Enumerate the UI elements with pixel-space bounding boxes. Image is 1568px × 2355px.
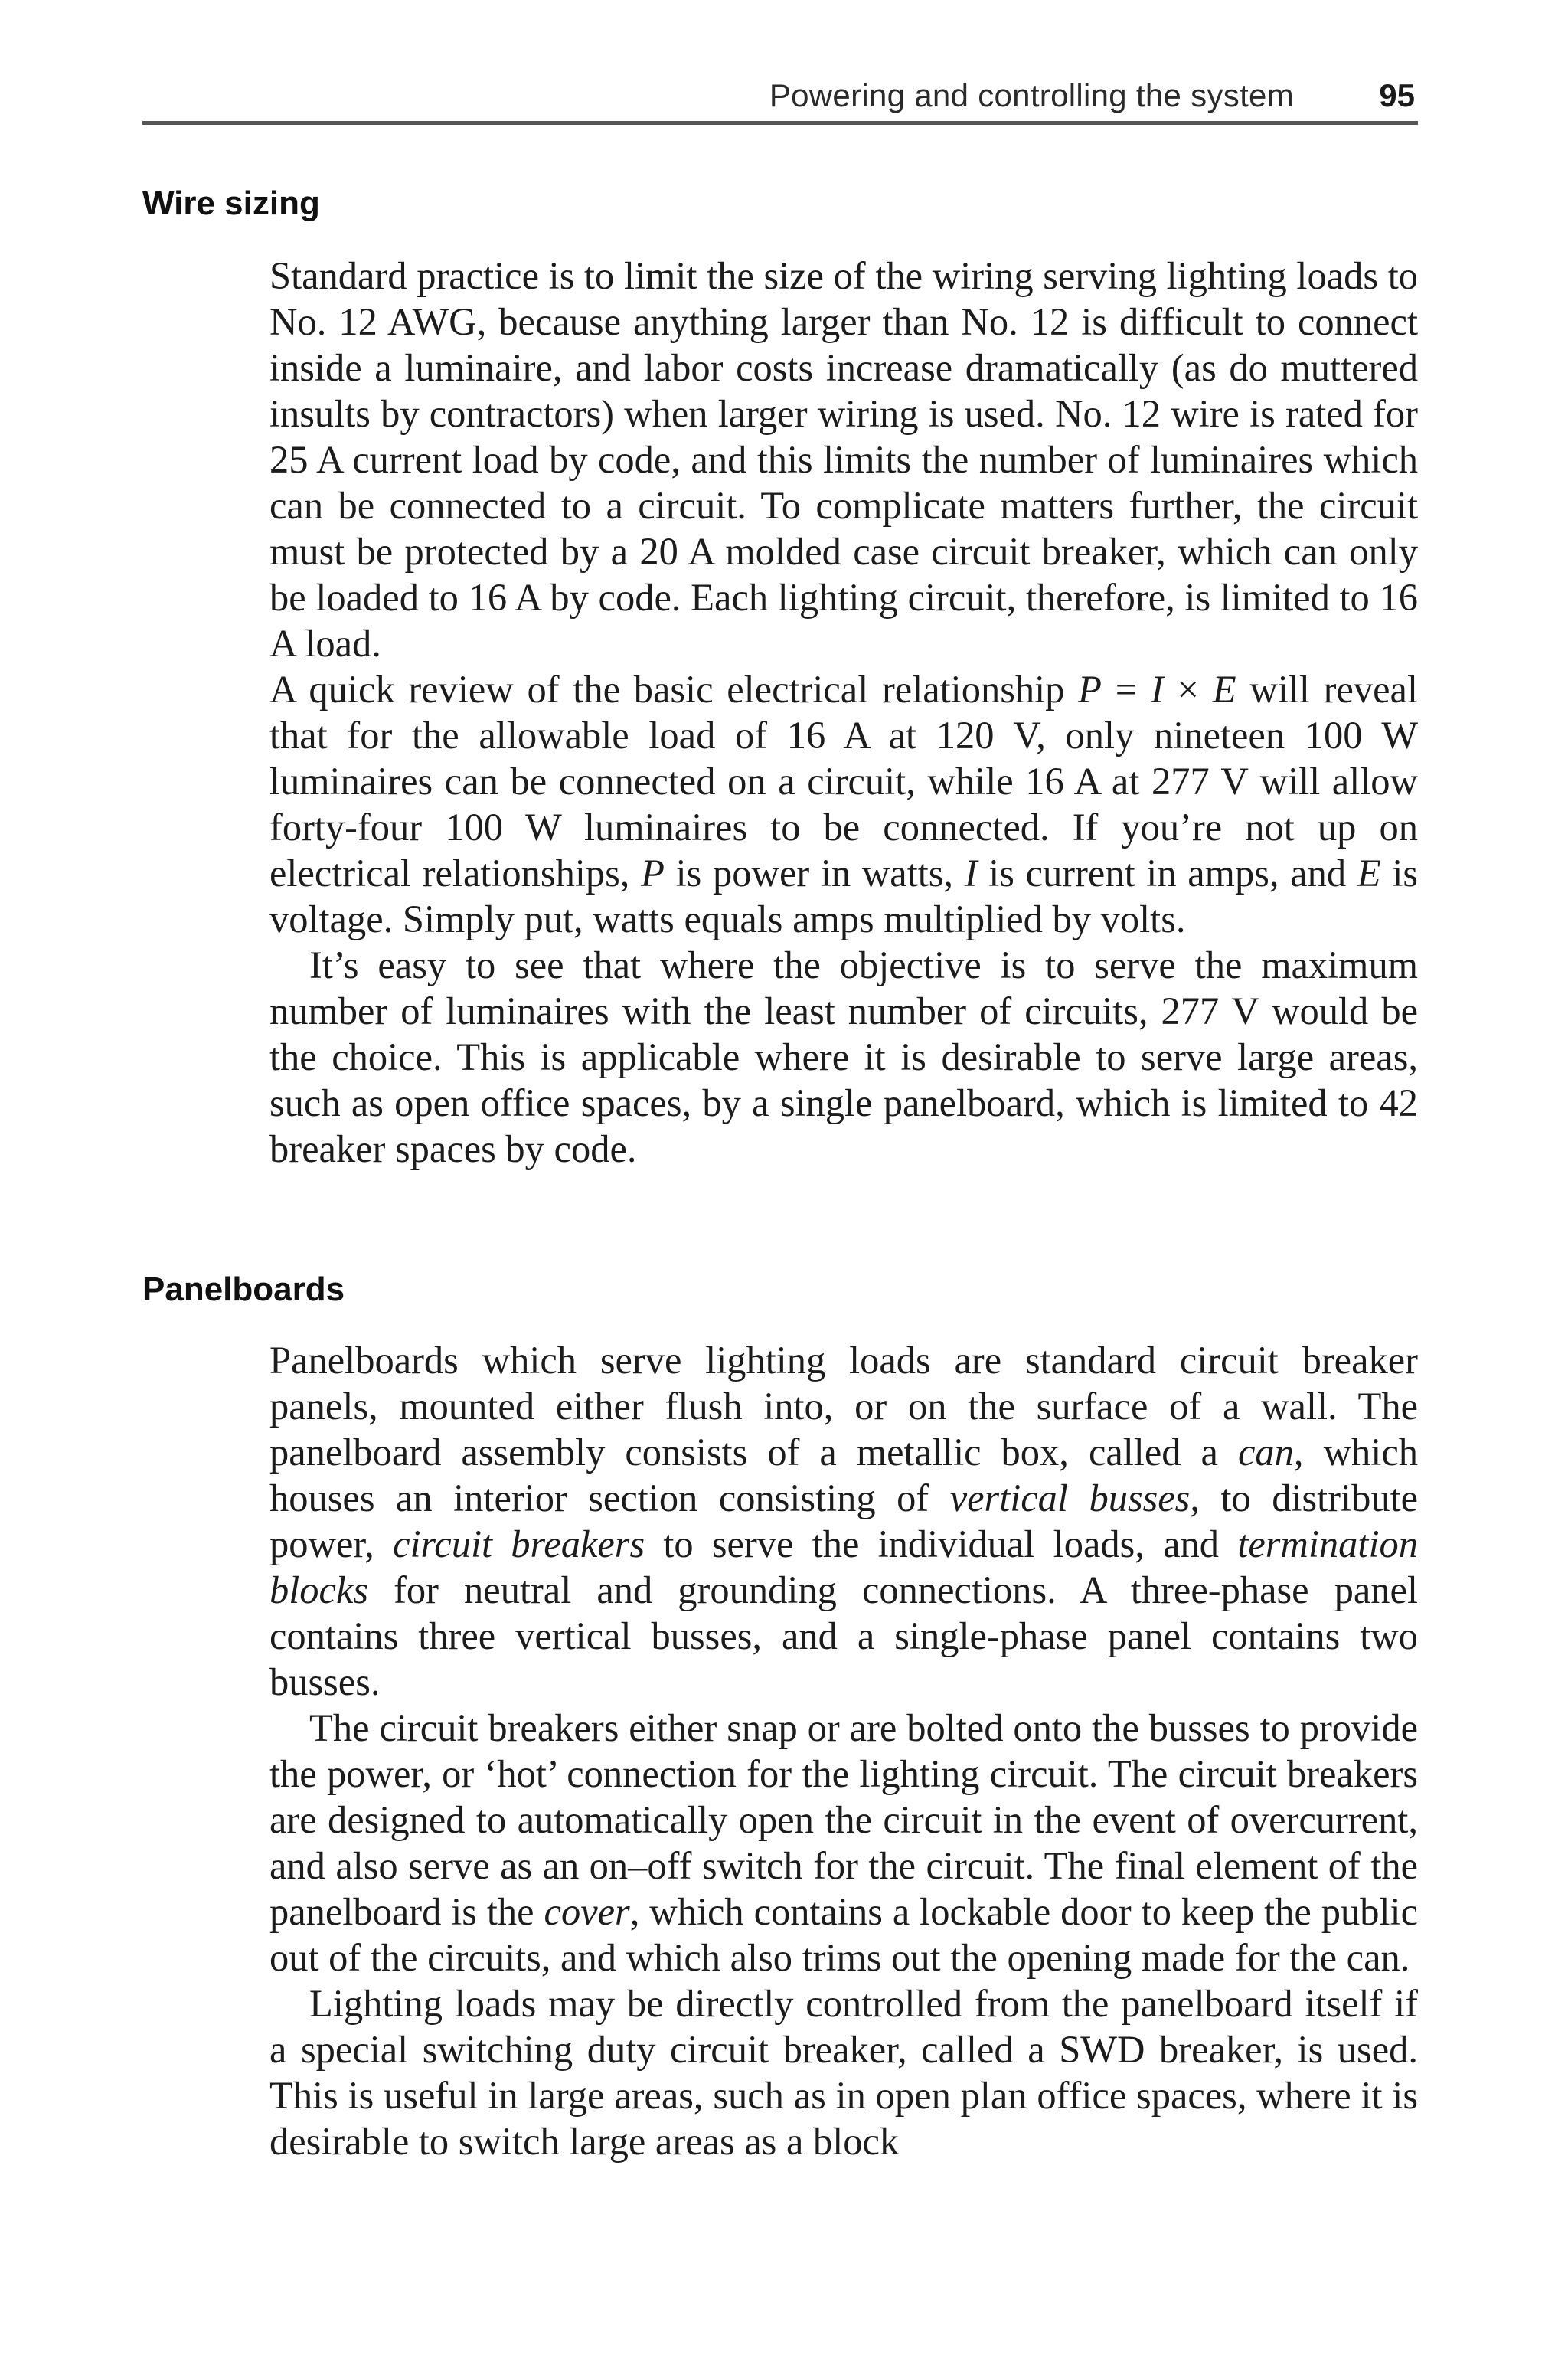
paragraph: A quick review of the basic electrical relationship P = I × E will reveal that for the allowable load of 16 A at 120 V, only nineteen 100 W luminaires can be connected on a circuit, while 16 A at 277 V will allow forty-four 100 W luminaires to be connected. If you’re not up on electrical relationships, P is power in watts, I is current in amps, and E is voltage. Simply put, watts equals amps multiplied by volts. [270, 668, 1419, 940]
running-title: Powering and controlling the system [769, 77, 1294, 113]
running-header [142, 74, 1418, 125]
section-heading-wire-sizing: Wire sizing [142, 185, 320, 222]
paragraph: It’s easy to see that where the objective is to serve the maximum number of luminaires with the least number of circuits, 277 V would be the choice. This is applicable where it is desirable to serve large areas, such as open office spaces, by a single panelboard, which is limited to 42 breaker spaces by code. [270, 944, 1418, 1170]
italic-term: P [641, 852, 665, 895]
italic-term: P [1078, 668, 1102, 711]
italic-term: cover [544, 1890, 630, 1933]
italic-term: can [1237, 1431, 1294, 1474]
italic-term: termination blocks [270, 1523, 1418, 1611]
section-heading-panelboards: Panelboards [142, 1271, 345, 1308]
section-body-panelboards [270, 1337, 1418, 2164]
paragraph: Panelboards which serve lighting loads are standard circuit breaker panels, mounted either flush into, or on the surface of a wall. The panelboard assembly consists of a metallic box, called a can, which houses an interior section consisting of vertical busses, to distribute power, circuit breakers to serve the individual loads, and termination blocks for neutral and grounding connections. A three-phase panel contains three vertical busses, and a single-phase panel contains two busses. [270, 1339, 1419, 1703]
italic-term: circuit breakers [393, 1523, 645, 1565]
italic-term: E [1357, 852, 1381, 895]
italic-term: vertical busses [949, 1477, 1191, 1519]
paragraph: Lighting loads may be directly controlled from the panelboard itself if a special switching duty circuit breaker, called a SWD breaker, is used. This is useful in large areas, such as in open plan office spaces, where it is desirable to switch large areas as a block [270, 1982, 1418, 2163]
paragraph: Standard practice is to limit the size of the wiring serving lighting loads to No. 12 AWG, because anything larger than No. 12 is difficult to connect inside a luminaire, and labor costs increase dramatically (as do muttered insults by contractors) when larger wiring is used. No. 12 wire is rated for 25 A current load by code, and this limits the number of luminaires which can be connected to a circuit. To complicate matters further, the circuit must be protected by a 20 A molded case circuit breaker, which can only be loaded to 16 A by code. Each lighting circuit, therefore, is limited to 16 A load. [270, 254, 1418, 665]
page-number: 95 [1379, 77, 1415, 113]
section-body-wire-sizing [270, 253, 1418, 1172]
italic-term: I [964, 852, 978, 895]
italic-term: I [1150, 668, 1164, 711]
paragraph: The circuit breakers either snap or are bolted onto the busses to provide the power, or ‘hot’ connection for the lighting circuit. The circuit breakers are designed to automatically open the circuit in the event of overcurrent, and also serve as an on–off switch for the circuit. The final element of the panelboard is the cover, which contains a lockable door to keep the public out of the circuits, and which also trims out the opening made for the can. [270, 1706, 1418, 1979]
italic-term: E [1212, 668, 1236, 711]
